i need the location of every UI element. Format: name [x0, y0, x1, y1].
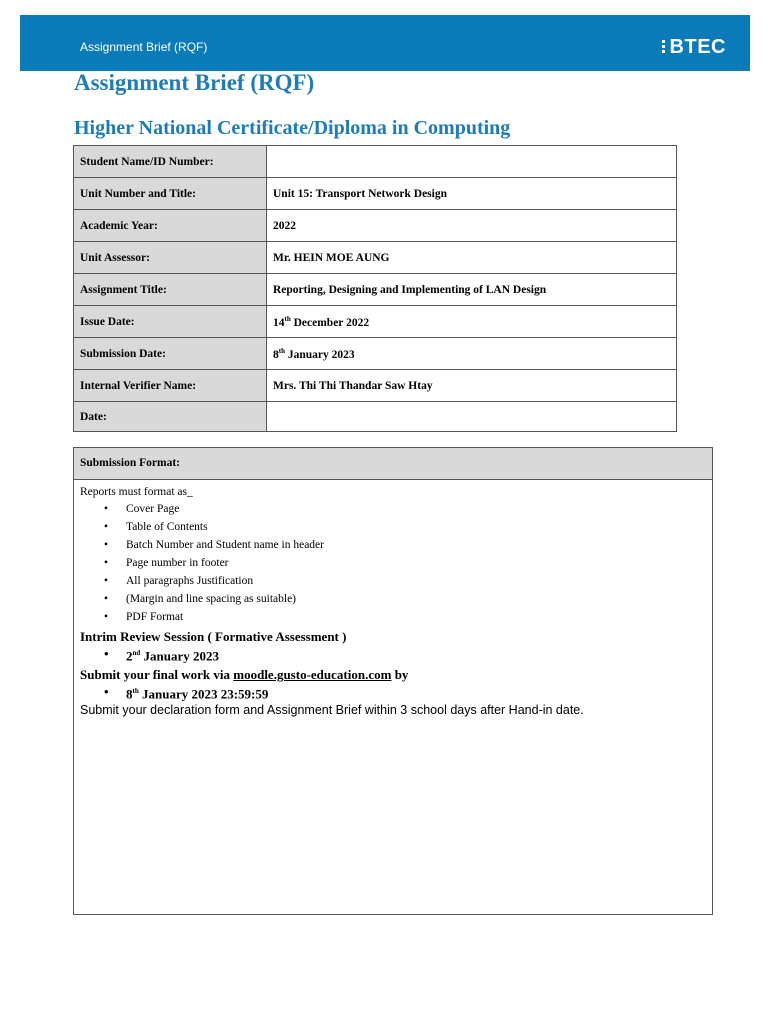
row-value: [267, 402, 677, 432]
submission-format-box: [73, 447, 713, 915]
list-item: • All paragraphs Justification: [80, 572, 712, 590]
row-label: Unit Number and Title:: [74, 178, 267, 210]
format-list: [80, 500, 712, 626]
btec-logo: [660, 36, 726, 59]
row-value: [267, 338, 677, 370]
date-suffix: nd: [132, 649, 141, 657]
table-row: [74, 274, 677, 306]
list-item: • Table of Contents: [80, 518, 712, 536]
page-title: Assignment Brief (RQF): [74, 70, 315, 95]
row-label: Student Name/ID Number:: [74, 146, 267, 178]
list-item: • (Margin and line spacing as suitable): [80, 590, 712, 608]
final-suffix: by: [391, 667, 409, 683]
final-submission-line: [80, 666, 712, 683]
table-row: [74, 242, 677, 274]
row-label: Internal Verifier Name:: [74, 370, 267, 402]
row-value: Mr. HEIN MOE AUNG: [267, 242, 677, 274]
row-value: [267, 146, 677, 178]
btec-mark-icon: [660, 39, 668, 57]
date-rest: January 2023: [284, 348, 355, 361]
row-value: Mrs. Thi Thi Thandar Saw Htay: [267, 370, 677, 402]
row-label: Assignment Title:: [74, 274, 267, 306]
page-subtitle: Higher National Certificate/Diploma in Computing: [74, 117, 511, 139]
list-item: • Page number in footer: [80, 554, 712, 572]
date-day: 2: [126, 648, 133, 664]
date-day: 8: [126, 686, 133, 702]
submission-format-body: [74, 480, 712, 717]
table-row: [74, 370, 677, 402]
submission-intro: Reports must format as_: [80, 486, 193, 498]
row-label: Submission Date:: [74, 338, 267, 370]
final-prefix: Submit your final work via: [80, 667, 234, 683]
table-row: [74, 146, 677, 178]
row-label: Date:: [74, 402, 267, 432]
declaration-note: Submit your declaration form and Assignment Brief within 3 school days after Hand-in date.: [80, 702, 584, 717]
interim-review-heading: Intrim Review Session ( Formative Assessment ): [80, 629, 347, 644]
list-item: • Cover Page: [80, 500, 712, 518]
final-submission-date: [80, 683, 712, 702]
row-value: Reporting, Designing and Implementing of LAN Design: [267, 274, 677, 306]
list-item: • PDF Format: [80, 608, 712, 626]
date-rest: January 2023 23:59:59: [138, 686, 269, 702]
row-value: 2022: [267, 210, 677, 242]
list-item: • Batch Number and Student name in header: [80, 536, 712, 554]
table-row: [74, 338, 677, 370]
row-label: Issue Date:: [74, 306, 267, 338]
row-value: [267, 306, 677, 338]
assignment-info-table: [73, 145, 677, 432]
table-row: [74, 306, 677, 338]
table-row: [74, 210, 677, 242]
header-banner: [20, 15, 750, 71]
submission-format-heading: Submission Format:: [74, 448, 712, 480]
date-day: 14: [273, 316, 285, 329]
table-row: [74, 178, 677, 210]
date-day: 8: [273, 348, 279, 361]
date-suffix: th: [284, 314, 291, 323]
date-rest: December 2022: [290, 316, 370, 329]
date-rest: January 2023: [140, 648, 220, 664]
date-suffix: th: [132, 687, 139, 696]
moodle-link[interactable]: moodle.gusto-education.com: [233, 667, 392, 683]
brand-text: BTEC: [669, 36, 726, 58]
row-label: Academic Year:: [74, 210, 267, 242]
row-value: Unit 15: Transport Network Design: [267, 178, 677, 210]
interim-review-date: [80, 645, 712, 664]
row-label: Unit Assessor:: [74, 242, 267, 274]
date-suffix: th: [278, 346, 285, 355]
banner-title: Assignment Brief (RQF): [80, 40, 208, 54]
table-row: [74, 402, 677, 432]
